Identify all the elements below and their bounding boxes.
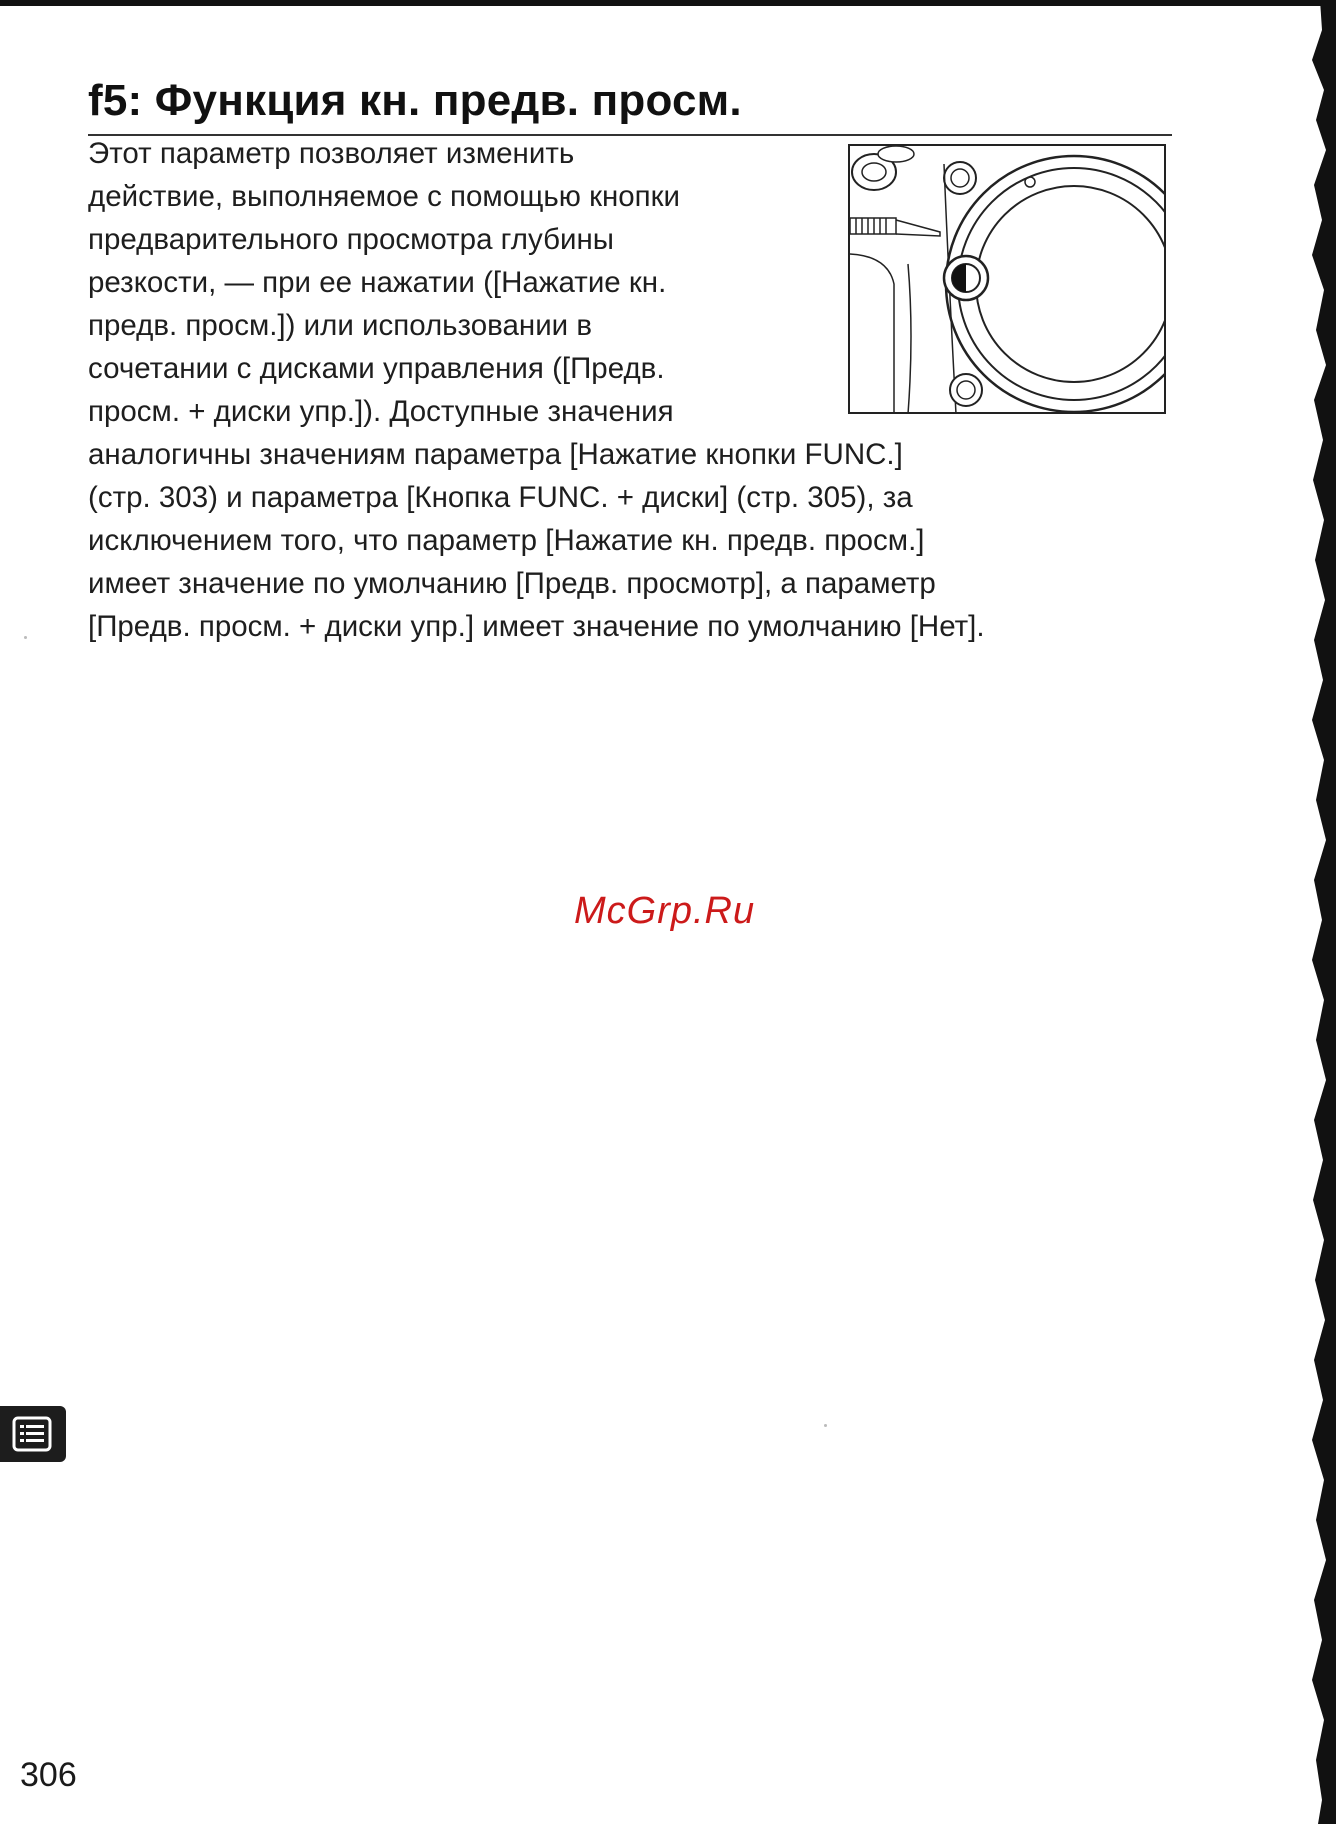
intro-paragraph — [88, 132, 680, 433]
body-line: [Предв. просм. + диски упр.] имеет значение по умолчанию [Нет]. — [88, 610, 985, 643]
section-tab[interactable] — [0, 1406, 66, 1462]
intro-line: предварительного просмотра глубины — [88, 223, 614, 256]
body-line: (стр. 303) и параметра [Кнопка FUNC. + диски] (стр. 305), за — [88, 481, 913, 514]
menu-list-icon — [12, 1416, 52, 1452]
main-paragraph — [88, 433, 985, 648]
camera-front-illustration — [848, 144, 1166, 414]
body-line: аналогичны значениям параметра [Нажатие кнопки FUNC.] — [88, 438, 903, 471]
intro-line: действие, выполняемое с помощью кнопки — [88, 180, 681, 213]
intro-line: предв. просм.]) или использовании в — [88, 309, 593, 342]
torn-page-edge — [1306, 0, 1336, 1824]
intro-line: просм. + диски упр.]). Доступные значения — [88, 395, 674, 428]
scan-speck — [824, 1424, 827, 1427]
intro-line: Этот параметр позволяет изменить — [88, 137, 575, 170]
page-number: 306 — [20, 1756, 77, 1794]
page-title: f5: Функция кн. предв. просм. — [88, 76, 742, 125]
body-line: имеет значение по умолчанию [Предв. просмотр], а параметр — [88, 567, 936, 600]
watermark-text: McGrp.Ru — [574, 890, 756, 932]
scan-speck — [24, 636, 27, 639]
top-page-border — [0, 0, 1336, 6]
intro-line: сочетании с дисками управления ([Предв. — [88, 352, 665, 385]
body-line: исключением того, что параметр [Нажатие кн. предв. просм.] — [88, 524, 925, 557]
intro-line: резкости, — при ее нажатии ([Нажатие кн. — [88, 266, 667, 299]
